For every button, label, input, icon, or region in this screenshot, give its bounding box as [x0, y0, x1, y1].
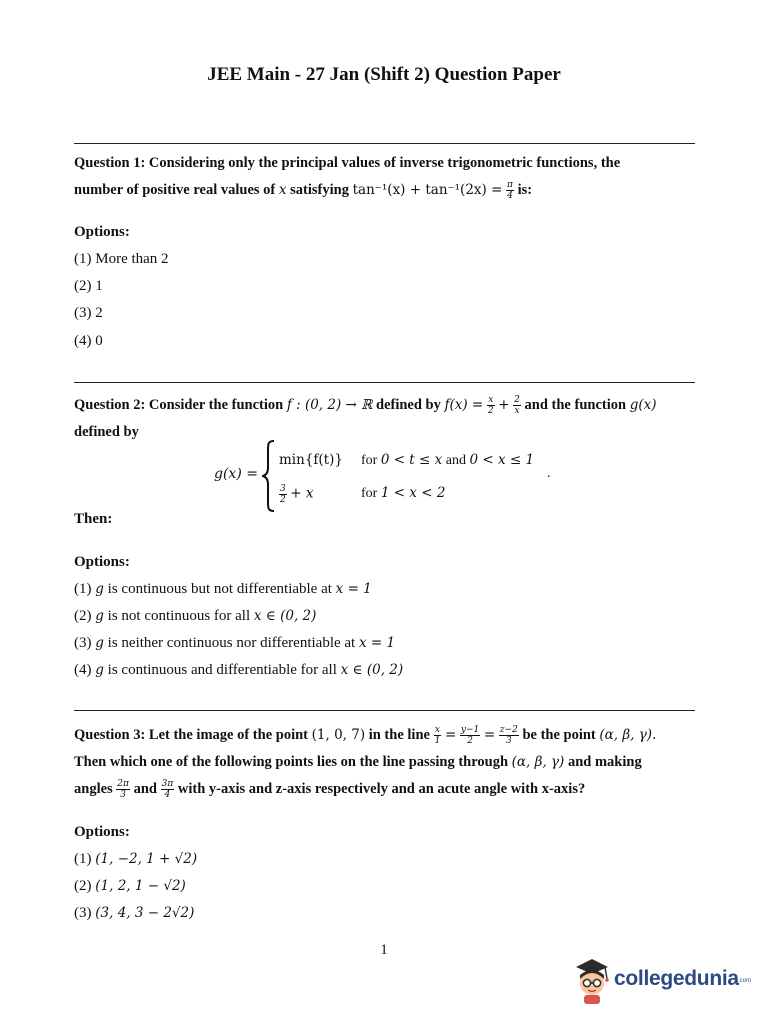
q2-option-3: (3) g is neither continuous nor differentiable at x = 1: [74, 635, 396, 651]
divider: [74, 382, 695, 383]
q1-option-2: (2) 1: [74, 278, 103, 294]
q3-option-2: (2) (1, 2, 1 − √2): [74, 878, 186, 894]
question-3: [74, 722, 704, 803]
case-1: [279, 452, 343, 469]
question-3-text-c: be the point: [522, 727, 596, 743]
left-brace-icon: [262, 440, 276, 512]
case-2-expr: + x: [290, 485, 314, 502]
math-equation: tan⁻¹(x) + tan⁻¹(2x) =: [352, 182, 503, 198]
page-title: JEE Main - 27 Jan (Shift 2) Question Paper: [207, 64, 561, 85]
case-1-condition: [361, 452, 534, 469]
question-3-line-3a: angles: [74, 781, 113, 797]
question-1: [74, 150, 704, 204]
logo-domain: .com: [738, 978, 752, 984]
case-1-cond-m1: 0 < t ≤ x: [380, 452, 443, 468]
question-1-prefix: Question 1:: [74, 155, 146, 171]
math-fraction: $\frac{3}{2}$: [280, 484, 286, 505]
math-point: (1, 0, 7): [311, 727, 366, 743]
math-g-name: g(x): [629, 397, 657, 413]
math-abg: (α, β, γ): [511, 754, 565, 770]
q2-option-2: (2) g is not continuous for all x ∈ (0, 2): [74, 608, 317, 624]
q3-option-3: (3) (3, 4, 3 − 2√2): [74, 905, 195, 921]
q2-option-4: (4) g is continuous and differentiable for all x ∈ (0, 2): [74, 662, 404, 678]
q1-option-3: (3) 2: [74, 305, 103, 321]
case-1-cond-and: and: [445, 453, 466, 468]
question-2-text-c: and the function: [524, 397, 627, 413]
page-number: 1: [380, 942, 388, 958]
question-3-line-2b: and making: [567, 754, 642, 770]
math-fraction: $\frac{x}{1}$: [434, 725, 441, 747]
divider: [74, 143, 695, 144]
piecewise-lhs: g(x) =: [214, 466, 258, 482]
math-fraction: $\frac{2\pi}{3}$: [117, 779, 129, 801]
question-1-text-2b: satisfying: [290, 182, 349, 198]
math-fraction: $\frac{y-1}{2}$: [460, 725, 480, 747]
question-2-text-b: defined by: [376, 397, 441, 413]
question-3-text-a: Let the image of the point: [148, 727, 308, 743]
math-f-decl: f : (0, 2) → ℝ: [286, 397, 373, 413]
case-2-cond-pre: for: [361, 486, 378, 501]
piecewise-period: .: [547, 466, 551, 481]
question-3-line-3b: and: [133, 781, 157, 797]
question-3-text-b: in the line: [368, 727, 430, 743]
divider: [74, 710, 695, 711]
question-2-text-d: defined by: [74, 424, 139, 440]
question-2: [74, 392, 704, 446]
math-fraction: $\frac{3\pi}{4}$: [161, 779, 174, 801]
q1-option-4: (4) 0: [74, 333, 103, 349]
case-1-expr: min{f(t)}: [279, 452, 343, 468]
q2-option-1: (1) g is continuous but not differentiable at x = 1: [74, 581, 372, 597]
math-var-x: x: [278, 182, 287, 198]
math-fraction: $\frac{x}{2}$: [487, 395, 494, 417]
math-equals: =: [444, 727, 457, 743]
question-2-prefix: Question 2:: [74, 397, 146, 413]
question-1-text: Considering only the principal values of inverse trigonometric functions, the: [148, 155, 621, 171]
question-1-text-2a: number of positive real values of: [74, 182, 276, 198]
options-heading: Options:: [74, 554, 130, 570]
options-heading: Options:: [74, 824, 130, 840]
then-label: Then:: [74, 511, 113, 527]
math-plus: +: [498, 397, 510, 413]
logo-wordmark[interactable]: collegedunia: [614, 967, 739, 990]
question-2-text-a: Consider the function: [148, 397, 284, 413]
q3-option-1: (1) (1, −2, 1 + √2): [74, 851, 198, 867]
math-abg: (α, β, γ).: [599, 727, 657, 743]
math-fraction: $\frac{2}{x}$: [514, 395, 520, 417]
math-f-def: f(x) =: [444, 397, 484, 413]
options-heading: Options:: [74, 224, 130, 240]
question-3-line-2a: Then which one of the following points lies on the line passing through: [74, 754, 509, 770]
case-2: [279, 484, 313, 505]
case-2-condition: [361, 485, 445, 502]
math-fraction: $\frac{z-2}{3}$: [499, 725, 518, 747]
case-1-cond-m2: 0 < x ≤ 1: [469, 452, 535, 468]
question-3-prefix: Question 3:: [74, 727, 146, 743]
case-2-cond-m: 1 < x < 2: [380, 485, 446, 501]
case-1-cond-pre: for: [361, 453, 378, 468]
q1-option-1: (1) More than 2: [74, 251, 169, 267]
question-1-text-2c: is:: [517, 182, 533, 198]
question-3-line-3c: with y-axis and z-axis respectively and an acute angle with x-axis?: [177, 781, 586, 797]
math-equals: =: [483, 727, 496, 743]
math-fraction: $\frac{\pi}{4}$: [507, 180, 513, 202]
